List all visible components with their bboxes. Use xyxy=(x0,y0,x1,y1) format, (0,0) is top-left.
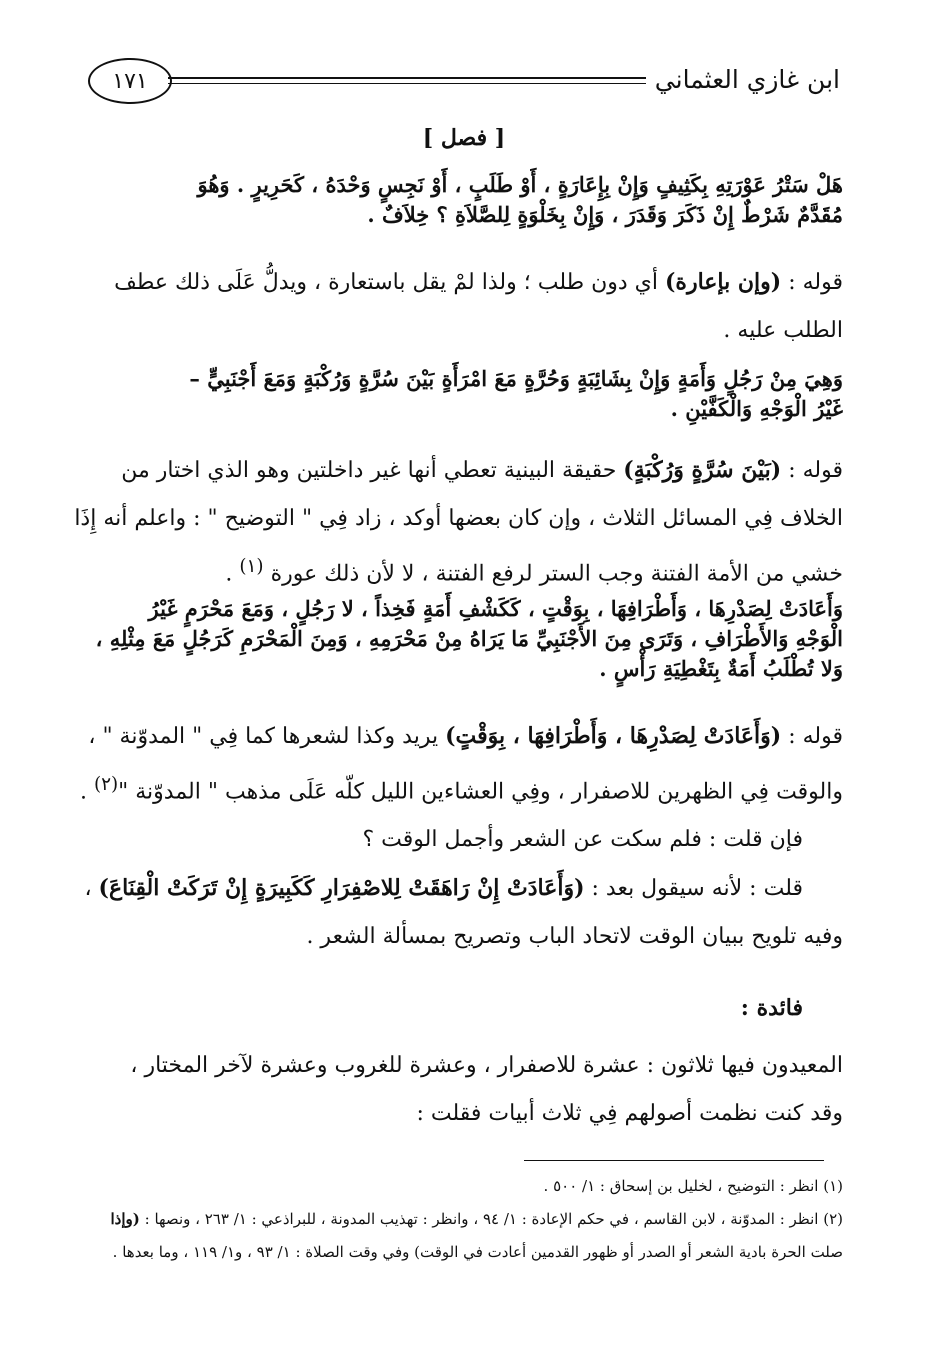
commentary-text: حقيقة البينية تعطي أنها غير داخلتين وهو الذي اختار من xyxy=(121,458,617,483)
page-number: ١٧١ xyxy=(112,68,148,94)
commentary-text: خشي من الأمة الفتنة وجب الستر لرفع الفتنة ، لا لأن ذلك عورة xyxy=(270,561,843,587)
commentary-text: قلت : لأنه سيقول بعد : xyxy=(591,876,803,902)
matn-line: وَهِيَ مِنْ رَجُلٍ وَأَمَةٍ وَإِنْ بِشَائِبَةٍ وَحُرَّةٍ مَعَ امْرَأَةٍ بَيْنَ سُرَّةٍ وَرُكْبَةٍ وَمَعَ أَجْنَبِيٍّ – xyxy=(189,366,843,391)
commentary-block-2 xyxy=(74,446,843,598)
commentary-prefix: قوله : xyxy=(788,270,843,295)
faida-line: وقد كنت نظمت أصولهم فِي ثلاث أبيات فقلت : xyxy=(416,1101,843,1126)
footnotes xyxy=(83,1170,843,1269)
commentary-line xyxy=(101,258,843,307)
page-number-oval xyxy=(88,58,172,104)
footnote-text: (٢) انظر : المدوّنة ، لابن القاسم ، في حكم الإعادة : ١/ ٩٤ ، وانظر : تهذيب المدونة ، للبراذعي : ١/ ٢٦٣ ، ونصها : xyxy=(144,1210,843,1228)
quoted-lemma: (وإن بإعارة) xyxy=(665,269,782,295)
matn-line: وَلا تُطْلَبُ أَمَةٌ بِتَغْطِيَةِ رَأْسٍ . xyxy=(599,656,843,681)
quoted-lemma: (وَأَعَادَتْ لِصَدْرِهَا ، وَأَطْرَافِهَا ، بِوَقْتٍ) xyxy=(445,723,782,749)
footnote-ref-1: (١) xyxy=(239,556,264,577)
commentary-text: يريد وكذا لشعرها كما فِي " المدوّنة " ، xyxy=(88,724,439,749)
punctuation: . xyxy=(225,561,233,587)
matn-line: هَلْ سَتْرُ عَوْرَتِهِ بِكَثِيفٍ وَإِنْ بِإِعَارَةٍ ، أَوْ طَلَبٍ ، أَوْ نَجِسٍ وَحْدَهُ ، كَحَرِيرٍ . وَهُوَ xyxy=(197,172,843,197)
matn-line: وَأَعَادَتْ لِصَدْرِهَا ، وَأَطْرَافِهَا ، بِوَقْتٍ ، كَكَشْفِ أَمَةٍ فَخِذاً ، لا رَجُلٍ ، وَمَعَ مَحْرَمٍ غَيْرُ xyxy=(148,596,843,621)
matn-line: غَيْرُ الْوَجْهِ وَالْكَفَّيْنِ . xyxy=(670,396,843,421)
footnote-2 xyxy=(83,1203,843,1236)
punctuation: . xyxy=(79,779,87,805)
commentary-text: أي دون طلب ؛ ولذا لمْ يقل باستعارة ، ويدلُّ عَلَى ذلك عطف xyxy=(114,270,659,295)
matn-block-1 xyxy=(101,170,843,230)
matn-block-2 xyxy=(101,364,843,424)
faida-label: فائدة : xyxy=(740,995,803,1021)
section-title: [ فصل ] xyxy=(422,125,506,151)
footnote-separator xyxy=(524,1160,824,1161)
commentary-line xyxy=(101,543,843,598)
commentary-prefix: قوله : xyxy=(788,724,843,749)
quoted-lemma: (بَيْنَ سُرَّةٍ وَرُكْبَةٍ) xyxy=(623,457,782,483)
footnote-2-cont: صلت الحرة بادية الشعر أو الصدر أو ظهور القدمين أعادت في الوقت) وفي وقت الصلاة : ١/ ٩٣ ، و١/ ١١٩ ، وما بعدها . xyxy=(112,1243,843,1261)
commentary-line xyxy=(88,712,843,761)
commentary-line: وفيه تلويح ببيان الوقت لاتحاد الباب وتصريح بمسألة الشعر . xyxy=(306,924,843,950)
matn-line: مُقَدَّمٌ شَرْطٌ إِنْ ذَكَرَ وَقَدَرَ ، وَإِنْ بِخَلْوَةٍ لِلصَّلاَةِ ؟ خِلاَفٌ . xyxy=(367,202,843,227)
commentary-line xyxy=(79,761,843,816)
footnote-ref-2: (٢) xyxy=(93,774,119,795)
commentary-text: والوقت فِي الظهرين للاصفرار ، وفِي العشاءين الليل كلّه عَلَى مذهب " المدوّنة " xyxy=(118,779,843,805)
commentary-block-1 xyxy=(101,258,843,355)
commentary-line: الخلاف فِي المسائل الثلاث ، وإن كان بعضها أوكد ، زاد فِي " التوضيح " : واعلم أنه إِذَا xyxy=(74,506,843,531)
commentary-line xyxy=(101,446,843,495)
footnote-1: (١) انظر : التوضيح ، لخليل بن إسحاق : ١/ ٥٠٠ . xyxy=(543,1177,843,1195)
faida-line: المعيدون فيها ثلاثون : عشرة للاصفرار ، وعشرة للغروب وعشرة لآخر المختار ، xyxy=(130,1053,843,1078)
commentary-prefix: قوله : xyxy=(788,458,843,483)
matn-block-3 xyxy=(95,594,843,684)
faida-block xyxy=(101,988,843,1138)
commentary-line xyxy=(84,864,843,913)
header-rule-thin xyxy=(168,83,646,84)
running-title: ابن غازي العثماني xyxy=(654,65,840,94)
commentary-line: الطلب عليه . xyxy=(723,318,843,343)
punctuation: ، xyxy=(84,876,92,902)
commentary-block-3 xyxy=(79,712,843,961)
matn-line: الْوَجْهِ وَالأَطْرَافِ ، وَتَرَى مِنَ الأَجْنَبِيِّ مَا يَرَاهُ مِنْ مَحْرَمِهِ ، وَمِنَ الْمَحْرَمِ كَرَجُلٍ مَعَ مِثْلِهِ ، xyxy=(95,626,843,651)
footnote-quote: (وإذا xyxy=(110,1210,140,1228)
header-rule xyxy=(168,77,646,79)
commentary-line: فإن قلت : فلم سكت عن الشعر وأجمل الوقت ؟ xyxy=(362,827,803,853)
quoted-lemma: (وَأَعَادَتْ إِنْ رَاهَقَتْ لِلاصْفِرَارِ كَكَبِيرَةٍ إِنْ تَرَكَتْ الْقِنَاعَ) xyxy=(98,875,585,902)
